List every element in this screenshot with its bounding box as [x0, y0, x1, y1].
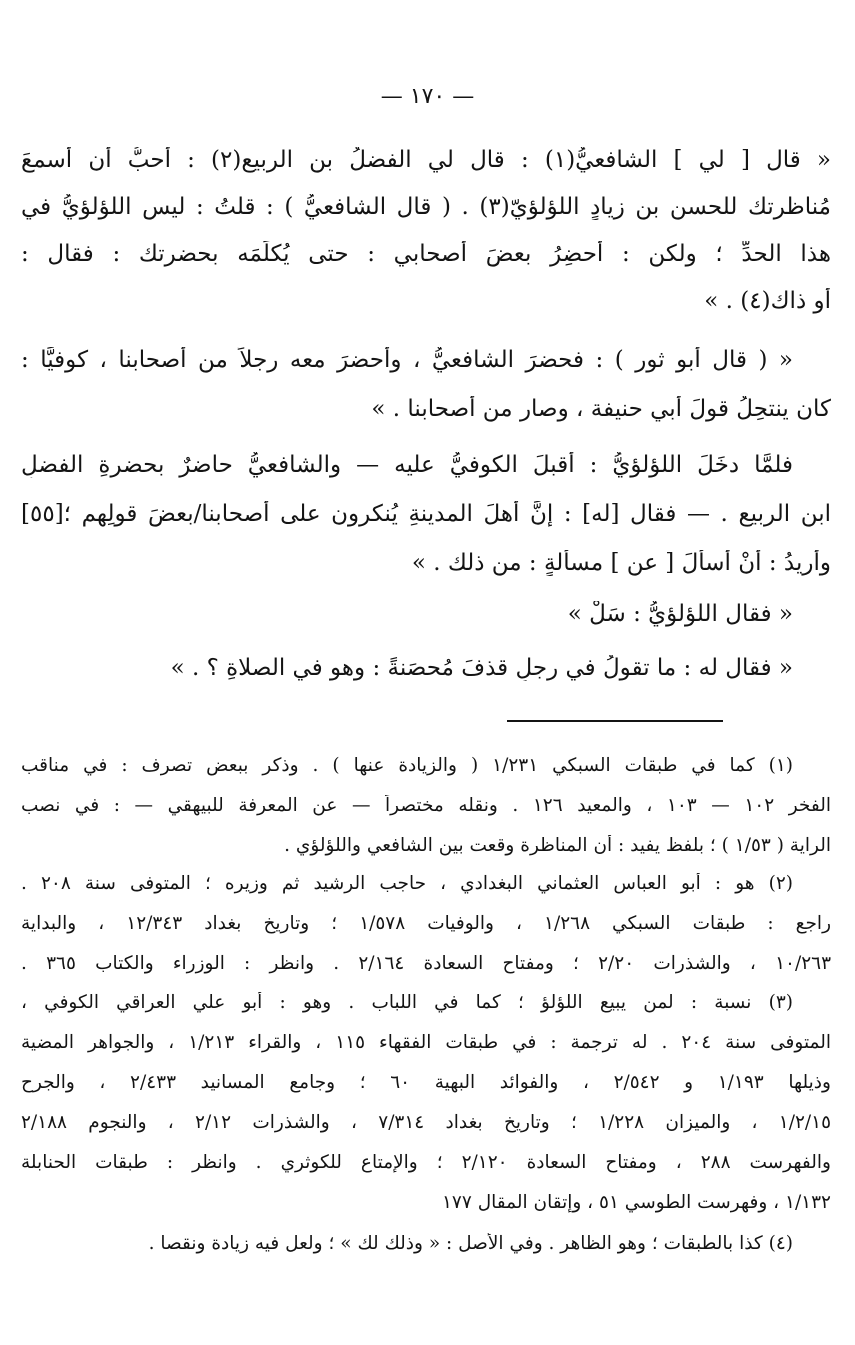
body-line: فلمَّا دخَلَ اللؤلؤيُّ : أقبلَ الكوفيُّ عليه — والشافعيُّ حاضرٌ بحضرةِ الفضلِ [21, 452, 793, 478]
body-line: أو ذاك(٤) . » [704, 288, 831, 314]
footnote-line: الراية ( ١/٥٣ ) ؛ بلفظ يفيد : أن المناظرة وقعت بين الشافعي واللؤلؤي . [284, 835, 831, 856]
body-line: هذا الحدِّ ؛ ولكن : أُحضِرُ بعضَ أصحابي : حتى يُكلِّمَه بحضرتك : فقال : [21, 241, 831, 267]
body-line: وأُريدُ : أنْ أسألَ [ عن ] مسألةٍ : من ذلك . » [411, 550, 831, 576]
body-line: « قال [ لي ] الشافعيُّ(١) : قال لي الفضلُ بن الربيع(٢) : أُحبُّ أن أسمعَ [21, 147, 831, 173]
body-line: « ( قال أبو ثور ) : فحضرَ الشافعيُّ ، وأحضرَ معه رجلاً من أصحابنا ، كوفيًّا : [21, 347, 793, 373]
footnote-line: ١٠/٢٦٣ ، والشذرات ٢/٢٠ ؛ ومفتاح السعادة ٢/١٦٤ . وانظر : الوزراء والكتاب ٣٦٥ . [21, 953, 831, 974]
footnote-separator [507, 720, 723, 722]
page-number: — ١٧٠ — [380, 84, 475, 109]
footnote-line: (٣) نسبة : لمن يبيع اللؤلؤ ؛ كما في اللباب . وهو : أبو علي العراقي الكوفي ، [21, 992, 793, 1013]
footnote-line: والفهرست ٢٨٨ ، ومفتاح السعادة ٢/١٢٠ ؛ والإمتاع للكوثري . وانظر : طبقات الحنابلة [21, 1152, 831, 1173]
footnote-line: المتوفى سنة ٢٠٤ . له ترجمة : في طبقات الفقهاء ١١٥ ، والقراء ١/٢١٣ ، والجواهر المضية [21, 1032, 831, 1053]
footnote-line: ١/٢/١٥ ، والميزان ١/٢٢٨ ؛ وتاريخ بغداد ٧/٣١٤ ، والشذرات ٢/١٢ ، والنجوم ٢/١٨٨ [21, 1112, 831, 1133]
footnote-line: (٤) كذا بالطبقات ؛ وهو الظاهر . وفي الأصل : « وذلك لك » ؛ ولعل فيه زيادة ونقصا . [148, 1233, 793, 1254]
body-line: كان ينتحِلُ قولَ أبي حنيفة ، وصار من أصحابنا . » [371, 396, 831, 422]
footnote-line: وذيلها ١/١٩٣ و ٢/٥٤٢ ، والفوائد البهية ٦٠ ؛ وجامع المسانيد ٢/٤٣٣ ، والجرح [21, 1072, 831, 1093]
body-line: « فقال له : ما تقولُ في رجلٍ قذفَ مُحصَنةً : وهو في الصلاةِ ؟ . » [170, 655, 793, 681]
footnote-line: (٢) هو : أبو العباس العثماني البغدادي ، حاجب الرشيد ثم وزيره ؛ المتوفى سنة ٢٠٨ . [21, 873, 794, 894]
footnote-line: الفخر ١٠٢ — ١٠٣ ، والمعيد ١٢٦ . ونقله مختصراً — عن المعرفة للبيهقي — : في نصب [21, 795, 831, 816]
body-line: ابن الربيع . — فقال [له] : إنَّ أهلَ المدينةِ يُنكرون على أصحابنا/بعضَ قولِهم ؛[٥٥] [21, 501, 831, 527]
body-line: « فقال اللؤلؤيُّ : سَلْ » [567, 601, 793, 627]
body-line: مُناظرتك للحسن بن زيادٍ اللؤلؤيّ(٣) . ( قال الشافعيُّ ) : قلتُ : ليس اللؤلؤيُّ في [21, 194, 831, 220]
footnote-line: ١/١٣٢ ، وفهرست الطوسي ٥١ ، وإتقان المقال ١٧٧ [442, 1192, 831, 1213]
footnote-line: (١) كما في طبقات السبكي ١/٢٣١ ( والزيادة عنها ) . وذكر ببعض تصرف : في مناقب [21, 755, 793, 776]
footnote-line: راجع : طبقات السبكي ١/٢٦٨ ، والوفيات ١/٥٧٨ ؛ وتاريخ بغداد ١٢/٣٤٣ ، والبداية [21, 913, 831, 934]
